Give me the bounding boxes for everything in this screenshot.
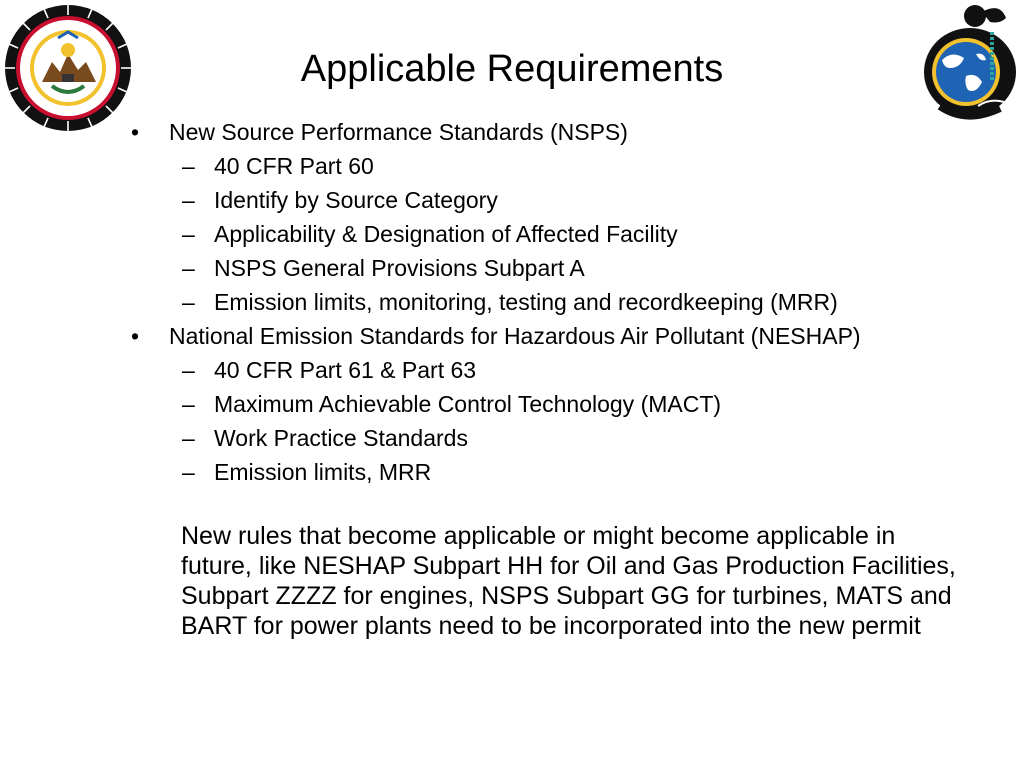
dash-marker: – bbox=[182, 153, 195, 179]
sub-bullet-item bbox=[128, 183, 988, 217]
bullet-marker: • bbox=[131, 119, 140, 145]
dash-marker: – bbox=[182, 187, 195, 213]
sub-bullet-item bbox=[128, 421, 988, 455]
dash-marker: – bbox=[182, 425, 195, 451]
sub-bullet-text: NSPS General Provisions Subpart A bbox=[214, 255, 585, 281]
dash-marker: – bbox=[182, 289, 195, 315]
sub-bullet-text: Emission limits, monitoring, testing and recordkeeping (MRR) bbox=[214, 289, 838, 315]
sub-bullet-item bbox=[128, 217, 988, 251]
sub-bullet-item bbox=[128, 149, 988, 183]
bullet-text: National Emission Standards for Hazardous Air Pollutant (NESHAP) bbox=[169, 323, 861, 349]
dash-marker: – bbox=[182, 391, 195, 417]
sub-bullet-item bbox=[128, 251, 988, 285]
dash-marker: – bbox=[182, 221, 195, 247]
summary-note: New rules that become applicable or might become applicable in future, like NESHAP Subpart HH for Oil and Gas Production Facilities, Subpart ZZZZ for engines, NSPS Subpart GG for turbines, MATS and BART for power plants need to be incorporated into the new permit bbox=[181, 522, 956, 640]
bullet-text: New Source Performance Standards (NSPS) bbox=[169, 119, 628, 145]
sub-bullet-item bbox=[128, 455, 988, 489]
sub-bullet-item bbox=[128, 387, 988, 421]
bullet-marker: • bbox=[131, 323, 140, 349]
sub-bullet-text: 40 CFR Part 61 & Part 63 bbox=[214, 357, 477, 383]
sub-bullet-text: Identify by Source Category bbox=[214, 187, 498, 213]
slide-title: Applicable Requirements bbox=[300, 48, 724, 90]
dash-marker: – bbox=[182, 255, 195, 281]
sub-bullet-text: Emission limits, MRR bbox=[214, 459, 432, 485]
sub-bullet-text: Applicability & Designation of Affected Facility bbox=[214, 221, 678, 247]
sub-bullet-text: Maximum Achievable Control Technology (MACT) bbox=[214, 391, 722, 417]
sub-bullet-text: 40 CFR Part 60 bbox=[214, 153, 374, 179]
bullet-item-nsps bbox=[128, 115, 988, 149]
sub-bullet-item bbox=[128, 285, 988, 319]
bullet-list bbox=[128, 115, 988, 489]
bullet-item-neshap bbox=[128, 319, 988, 353]
dash-marker: – bbox=[182, 357, 195, 383]
sub-bullet-text: Work Practice Standards bbox=[214, 425, 468, 451]
dash-marker: – bbox=[182, 459, 195, 485]
sub-bullet-item bbox=[128, 353, 988, 387]
